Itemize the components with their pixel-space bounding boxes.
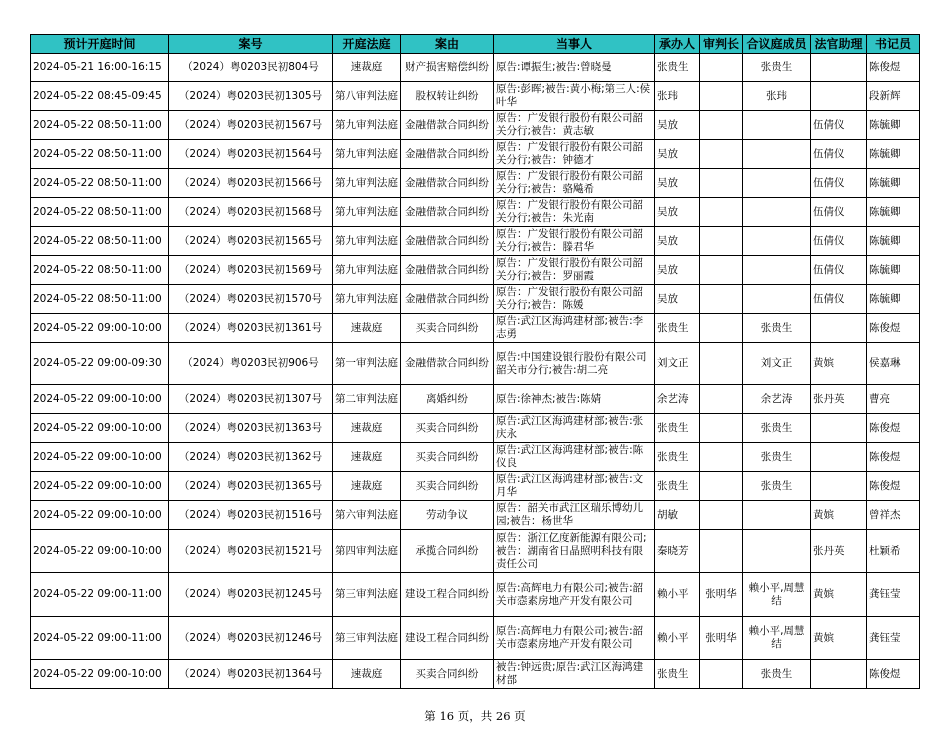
cell-case-number: （2024）粤0203民初1568号: [169, 198, 333, 227]
cell-clerk: 陈俊煜: [867, 443, 920, 472]
cell-handler: 刘文正: [655, 343, 700, 385]
table-row: [31, 443, 920, 472]
header-col-clerk: 书记员: [867, 35, 920, 54]
cell-courtroom: 第八审判法庭: [333, 82, 401, 111]
header-col-scheduled-time: 预计开庭时间: [31, 35, 169, 54]
cell-handler: 赖小平: [655, 573, 700, 617]
cell-presiding-judge: [700, 198, 743, 227]
cell-clerk: 陈俊煜: [867, 414, 920, 443]
cell-judge-assistant: 伍倩仪: [811, 285, 867, 314]
cell-scheduled-time: 2024-05-22 09:00-10:00: [31, 530, 169, 573]
cell-cause: 建设工程合同纠纷: [401, 617, 494, 660]
cell-courtroom: 速裁庭: [333, 443, 401, 472]
cell-presiding-judge: [700, 227, 743, 256]
cell-clerk: 陈毓卿: [867, 198, 920, 227]
cell-scheduled-time: 2024-05-22 08:50-11:00: [31, 140, 169, 169]
cell-courtroom: 第三审判法庭: [333, 617, 401, 660]
cell-panel-members: [743, 111, 811, 140]
cell-scheduled-time: 2024-05-21 16:00-16:15: [31, 54, 169, 82]
cell-handler: 吴放: [655, 256, 700, 285]
table-row: [31, 573, 920, 617]
cell-handler: 胡敏: [655, 501, 700, 530]
cell-panel-members: [743, 285, 811, 314]
cell-courtroom: 第九审判法庭: [333, 111, 401, 140]
cell-parties: 原告:武江区海鸿建材部;被告:文月华: [494, 472, 655, 501]
cell-scheduled-time: 2024-05-22 09:00-09:30: [31, 343, 169, 385]
cell-presiding-judge: [700, 54, 743, 82]
header-col-judge-assistant: 法官助理: [811, 35, 867, 54]
page-footer: 第 16 页，共 26 页: [424, 709, 526, 723]
cell-case-number: （2024）粤0203民初1307号: [169, 385, 333, 414]
cell-presiding-judge: [700, 82, 743, 111]
cell-courtroom: 速裁庭: [333, 472, 401, 501]
cell-presiding-judge: [700, 443, 743, 472]
cell-case-number: （2024）粤0203民初1363号: [169, 414, 333, 443]
cell-presiding-judge: [700, 343, 743, 385]
table-row: [31, 285, 920, 314]
cell-scheduled-time: 2024-05-22 09:00-10:00: [31, 660, 169, 689]
cell-clerk: 陈俊煜: [867, 314, 920, 343]
cell-judge-assistant: 黄嫔: [811, 573, 867, 617]
cell-scheduled-time: 2024-05-22 09:00-10:00: [31, 443, 169, 472]
cell-judge-assistant: 伍倩仪: [811, 198, 867, 227]
cell-scheduled-time: 2024-05-22 09:00-10:00: [31, 472, 169, 501]
cell-scheduled-time: 2024-05-22 09:00-10:00: [31, 385, 169, 414]
cell-presiding-judge: 张明华: [700, 617, 743, 660]
cell-panel-members: [743, 140, 811, 169]
cell-scheduled-time: 2024-05-22 08:50-11:00: [31, 256, 169, 285]
cell-panel-members: 张贵生: [743, 414, 811, 443]
cell-clerk: 侯嘉琳: [867, 343, 920, 385]
cell-case-number: （2024）粤0203民初1361号: [169, 314, 333, 343]
cell-panel-members: 刘文正: [743, 343, 811, 385]
cell-handler: 吴放: [655, 111, 700, 140]
cell-scheduled-time: 2024-05-22 08:50-11:00: [31, 285, 169, 314]
cell-presiding-judge: [700, 385, 743, 414]
cell-handler: 赖小平: [655, 617, 700, 660]
cell-panel-members: [743, 169, 811, 198]
cell-scheduled-time: 2024-05-22 08:50-11:00: [31, 169, 169, 198]
table-row: [31, 169, 920, 198]
cell-judge-assistant: [811, 472, 867, 501]
cell-parties: 原告:武江区海鸿建材部;被告:张庆永: [494, 414, 655, 443]
table-row: [31, 140, 920, 169]
cell-case-number: （2024）粤0203民初1567号: [169, 111, 333, 140]
cell-courtroom: 第三审判法庭: [333, 573, 401, 617]
cell-scheduled-time: 2024-05-22 08:50-11:00: [31, 111, 169, 140]
cell-scheduled-time: 2024-05-22 09:00-10:00: [31, 501, 169, 530]
table-row: [31, 227, 920, 256]
cell-case-number: （2024）粤0203民初1362号: [169, 443, 333, 472]
cell-scheduled-time: 2024-05-22 09:00-11:00: [31, 573, 169, 617]
cell-scheduled-time: 2024-05-22 09:00-11:00: [31, 617, 169, 660]
cell-presiding-judge: [700, 140, 743, 169]
cell-courtroom: 第一审判法庭: [333, 343, 401, 385]
cell-courtroom: 第九审判法庭: [333, 227, 401, 256]
cell-courtroom: 速裁庭: [333, 54, 401, 82]
cell-cause: 股权转让纠纷: [401, 82, 494, 111]
header-col-cause: 案由: [401, 35, 494, 54]
cell-case-number: （2024）粤0203民初1246号: [169, 617, 333, 660]
cell-case-number: （2024）粤0203民初906号: [169, 343, 333, 385]
cell-clerk: 曾祥杰: [867, 501, 920, 530]
cell-judge-assistant: [811, 54, 867, 82]
cell-cause: 买卖合同纠纷: [401, 443, 494, 472]
cell-judge-assistant: 黄嫔: [811, 617, 867, 660]
table-row: [31, 414, 920, 443]
table-row: [31, 54, 920, 82]
cell-case-number: （2024）粤0203民初804号: [169, 54, 333, 82]
cell-case-number: （2024）粤0203民初1305号: [169, 82, 333, 111]
cell-scheduled-time: 2024-05-22 08:50-11:00: [31, 227, 169, 256]
table-row: [31, 82, 920, 111]
cell-courtroom: 第九审判法庭: [333, 256, 401, 285]
cell-parties: 原告：广发银行股份有限公司韶关分行;被告：钟德才: [494, 140, 655, 169]
table-row: [31, 198, 920, 227]
cell-cause: 买卖合同纠纷: [401, 472, 494, 501]
cell-judge-assistant: [811, 82, 867, 111]
cell-panel-members: 张贵生: [743, 443, 811, 472]
cell-case-number: （2024）粤0203民初1245号: [169, 573, 333, 617]
table-row: [31, 385, 920, 414]
cell-panel-members: 张贵生: [743, 660, 811, 689]
cell-handler: 吴放: [655, 285, 700, 314]
cell-parties: 原告：广发银行股份有限公司韶关分行;被告：陈媛: [494, 285, 655, 314]
cell-clerk: 陈毓卿: [867, 285, 920, 314]
table-row: [31, 530, 920, 573]
cell-cause: 金融借款合同纠纷: [401, 169, 494, 198]
cell-cause: 金融借款合同纠纷: [401, 140, 494, 169]
header-col-handler: 承办人: [655, 35, 700, 54]
cell-presiding-judge: [700, 169, 743, 198]
cell-parties: 原告：广发银行股份有限公司韶关分行;被告：罗丽霞: [494, 256, 655, 285]
cell-scheduled-time: 2024-05-22 08:45-09:45: [31, 82, 169, 111]
table-row: [31, 111, 920, 140]
cell-courtroom: 第九审判法庭: [333, 198, 401, 227]
cell-case-number: （2024）粤0203民初1569号: [169, 256, 333, 285]
cell-panel-members: [743, 198, 811, 227]
cell-panel-members: 张贵生: [743, 472, 811, 501]
cell-courtroom: 第六审判法庭: [333, 501, 401, 530]
cell-clerk: 段新辉: [867, 82, 920, 111]
cell-courtroom: 第四审判法庭: [333, 530, 401, 573]
cell-courtroom: 速裁庭: [333, 314, 401, 343]
cell-parties: 原告:高辉电力有限公司;被告:韶关市悫素房地产开发有限公司: [494, 573, 655, 617]
table-header-row: [31, 35, 920, 54]
cell-cause: 财产损害赔偿纠纷: [401, 54, 494, 82]
cell-panel-members: 张玮: [743, 82, 811, 111]
cell-handler: 余艺涛: [655, 385, 700, 414]
cell-handler: 张贵生: [655, 54, 700, 82]
cell-clerk: 陈俊煜: [867, 472, 920, 501]
cell-handler: 张贵生: [655, 314, 700, 343]
header-col-courtroom: 开庭法庭: [333, 35, 401, 54]
cell-judge-assistant: 伍倩仪: [811, 111, 867, 140]
cell-cause: 买卖合同纠纷: [401, 660, 494, 689]
cell-case-number: （2024）粤0203民初1566号: [169, 169, 333, 198]
cell-judge-assistant: 伍倩仪: [811, 227, 867, 256]
cell-handler: 吴放: [655, 169, 700, 198]
cell-judge-assistant: 黄嫔: [811, 501, 867, 530]
table-row: [31, 256, 920, 285]
cell-presiding-judge: [700, 256, 743, 285]
cell-parties: 原告:徐神杰;被告:陈婧: [494, 385, 655, 414]
cell-cause: 买卖合同纠纷: [401, 414, 494, 443]
cell-case-number: （2024）粤0203民初1564号: [169, 140, 333, 169]
cell-handler: 张贵生: [655, 472, 700, 501]
cell-presiding-judge: [700, 530, 743, 573]
cell-clerk: 陈毓卿: [867, 140, 920, 169]
cell-judge-assistant: 伍倩仪: [811, 256, 867, 285]
cell-presiding-judge: [700, 111, 743, 140]
cell-parties: 原告：韶关市武江区瑞乐博幼儿园;被告：杨世华: [494, 501, 655, 530]
cell-cause: 买卖合同纠纷: [401, 314, 494, 343]
cell-clerk: 杜颖希: [867, 530, 920, 573]
table-row: [31, 617, 920, 660]
cell-case-number: （2024）粤0203民初1516号: [169, 501, 333, 530]
cell-panel-members: [743, 227, 811, 256]
cell-judge-assistant: [811, 314, 867, 343]
cell-cause: 离婚纠纷: [401, 385, 494, 414]
cell-courtroom: 速裁庭: [333, 660, 401, 689]
cell-handler: 张贵生: [655, 414, 700, 443]
cell-cause: 金融借款合同纠纷: [401, 111, 494, 140]
table-row: [31, 660, 920, 689]
cell-scheduled-time: 2024-05-22 09:00-10:00: [31, 314, 169, 343]
cell-clerk: 曹亮: [867, 385, 920, 414]
header-col-case-number: 案号: [169, 35, 333, 54]
header-col-parties: 当事人: [494, 35, 655, 54]
cell-courtroom: 第九审判法庭: [333, 285, 401, 314]
cell-cause: 金融借款合同纠纷: [401, 227, 494, 256]
cell-clerk: 陈毓卿: [867, 111, 920, 140]
header-col-panel-members: 合议庭成员: [743, 35, 811, 54]
cell-handler: 吴放: [655, 227, 700, 256]
cell-parties: 原告：广发银行股份有限公司韶关分行;被告：黄志敏: [494, 111, 655, 140]
cell-handler: 秦晓芳: [655, 530, 700, 573]
cell-clerk: 陈俊煜: [867, 54, 920, 82]
header-col-presiding-judge: 审判长: [700, 35, 743, 54]
cell-courtroom: 第九审判法庭: [333, 169, 401, 198]
cell-presiding-judge: 张明华: [700, 573, 743, 617]
cell-presiding-judge: [700, 414, 743, 443]
cell-parties: 原告:武江区海鸿建材部;被告:李志勇: [494, 314, 655, 343]
cell-parties: 原告:高辉电力有限公司;被告:韶关市悫素房地产开发有限公司: [494, 617, 655, 660]
cell-parties: 原告:彭晖;被告:黄小梅;第三人:侯叶华: [494, 82, 655, 111]
cell-parties: 被告:钟远贵;原告:武江区海鸿建材部: [494, 660, 655, 689]
cell-panel-members: 张贵生: [743, 54, 811, 82]
cell-clerk: 龚钰莹: [867, 573, 920, 617]
cell-panel-members: 赖小平,周慧结: [743, 617, 811, 660]
cell-case-number: （2024）粤0203民初1521号: [169, 530, 333, 573]
cell-parties: 原告:谭振生;被告:曾晓曼: [494, 54, 655, 82]
cell-clerk: 龚钰莹: [867, 617, 920, 660]
cell-presiding-judge: [700, 472, 743, 501]
cell-presiding-judge: [700, 285, 743, 314]
table-row: [31, 343, 920, 385]
cell-handler: 张玮: [655, 82, 700, 111]
cell-presiding-judge: [700, 501, 743, 530]
cell-panel-members: 余艺涛: [743, 385, 811, 414]
cell-parties: 原告:中国建设银行股份有限公司韶关市分行;被告:胡二亮: [494, 343, 655, 385]
cell-clerk: 陈毓卿: [867, 256, 920, 285]
cell-case-number: （2024）粤0203民初1365号: [169, 472, 333, 501]
cell-scheduled-time: 2024-05-22 09:00-10:00: [31, 414, 169, 443]
table-body: [31, 54, 920, 689]
cell-cause: 金融借款合同纠纷: [401, 256, 494, 285]
cell-parties: 原告：广发银行股份有限公司韶关分行;被告：骆飚希: [494, 169, 655, 198]
cell-cause: 金融借款合同纠纷: [401, 198, 494, 227]
cell-panel-members: [743, 530, 811, 573]
cell-clerk: 陈毓卿: [867, 227, 920, 256]
cell-handler: 吴放: [655, 140, 700, 169]
cell-judge-assistant: 张丹英: [811, 530, 867, 573]
cell-cause: 金融借款合同纠纷: [401, 343, 494, 385]
cell-courtroom: 第二审判法庭: [333, 385, 401, 414]
cell-presiding-judge: [700, 660, 743, 689]
cell-case-number: （2024）粤0203民初1565号: [169, 227, 333, 256]
cell-handler: 吴放: [655, 198, 700, 227]
cell-clerk: 陈毓卿: [867, 169, 920, 198]
cell-cause: 劳动争议: [401, 501, 494, 530]
cell-panel-members: [743, 256, 811, 285]
table-row: [31, 501, 920, 530]
cell-panel-members: [743, 501, 811, 530]
table-row: [31, 314, 920, 343]
cell-judge-assistant: 黄嫔: [811, 343, 867, 385]
cell-cause: 承揽合同纠纷: [401, 530, 494, 573]
cell-judge-assistant: [811, 414, 867, 443]
cell-judge-assistant: 伍倩仪: [811, 169, 867, 198]
cell-presiding-judge: [700, 314, 743, 343]
table-row: [31, 472, 920, 501]
cell-parties: 原告：浙江亿度新能源有限公司;被告：湖南省日晶照明科技有限责任公司: [494, 530, 655, 573]
cell-parties: 原告:武江区海鸿建材部;被告:陈仪良: [494, 443, 655, 472]
cell-cause: 金融借款合同纠纷: [401, 285, 494, 314]
cell-handler: 张贵生: [655, 443, 700, 472]
cell-judge-assistant: [811, 660, 867, 689]
cell-judge-assistant: [811, 443, 867, 472]
cell-case-number: （2024）粤0203民初1570号: [169, 285, 333, 314]
cell-handler: 张贵生: [655, 660, 700, 689]
cell-panel-members: 赖小平,周慧结: [743, 573, 811, 617]
cell-courtroom: 速裁庭: [333, 414, 401, 443]
cell-courtroom: 第九审判法庭: [333, 140, 401, 169]
cell-scheduled-time: 2024-05-22 08:50-11:00: [31, 198, 169, 227]
cell-parties: 原告：广发银行股份有限公司韶关分行;被告：朱光南: [494, 198, 655, 227]
cell-judge-assistant: 张丹英: [811, 385, 867, 414]
hearing-schedule-table: [30, 34, 920, 689]
cell-parties: 原告：广发银行股份有限公司韶关分行;被告：滕君华: [494, 227, 655, 256]
cell-panel-members: 张贵生: [743, 314, 811, 343]
cell-clerk: 陈俊煜: [867, 660, 920, 689]
cell-judge-assistant: 伍倩仪: [811, 140, 867, 169]
cell-cause: 建设工程合同纠纷: [401, 573, 494, 617]
cell-case-number: （2024）粤0203民初1364号: [169, 660, 333, 689]
